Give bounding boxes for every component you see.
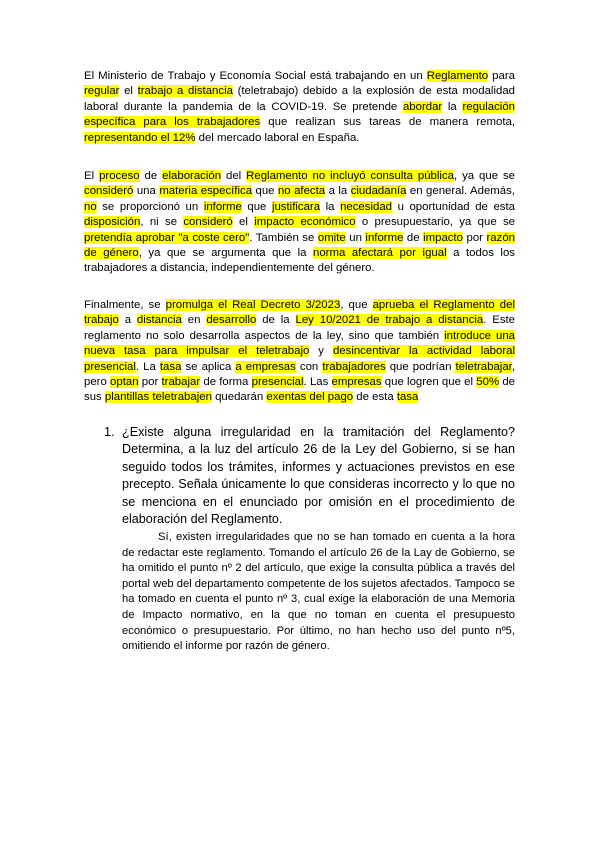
- highlighted-text: a empresas: [235, 360, 296, 373]
- text-segment: que logren que el: [381, 376, 477, 389]
- highlighted-text: no: [84, 200, 97, 213]
- text-segment: Finalmente, se: [84, 299, 166, 311]
- highlighted-text: impacto económico: [254, 216, 356, 229]
- highlighted-text: promulga el Real Decreto 3/2023: [165, 299, 341, 311]
- highlighted-text: omite: [317, 231, 346, 244]
- highlighted-text: empresas: [331, 376, 382, 389]
- highlighted-text: ciudadanía: [350, 185, 407, 198]
- text-segment: por: [463, 231, 487, 244]
- highlighted-text: regulación específica para los trabajadores: [84, 100, 515, 129]
- text-segment: de esta: [353, 391, 397, 404]
- highlighted-text: Reglamento: [426, 70, 489, 82]
- text-segment: El: [84, 170, 100, 182]
- text-segment: y: [309, 345, 333, 358]
- text-segment: u oportunidad de esta: [392, 200, 515, 213]
- text-segment: del mercado laboral en España.: [195, 131, 360, 144]
- text-segment: en: [181, 314, 207, 327]
- highlighted-text: desincentivar la actividad laboral presencial: [84, 345, 515, 373]
- text-segment: a todos los trabajadores a distancia, independientemente del género.: [84, 247, 515, 275]
- text-segment: la: [320, 200, 341, 213]
- highlighted-text: trabajar: [161, 376, 201, 389]
- paragraph-decree: [84, 298, 515, 406]
- highlighted-text: tasa: [159, 360, 182, 373]
- highlighted-text: plantillas teletrabajen: [104, 391, 212, 404]
- text-segment: se aplica: [181, 360, 236, 373]
- text-segment: , que: [340, 299, 373, 311]
- highlighted-text: consideró: [84, 185, 134, 198]
- paragraph-process: [84, 169, 515, 277]
- text-segment: (teletrabajo) debido a la explosión de esta modalidad laboral durante la pandemia de la COVID-19. Se pretende: [84, 85, 515, 113]
- highlighted-text: disposición: [84, 216, 141, 229]
- highlighted-text: regular: [84, 85, 120, 98]
- text-segment: . La: [135, 360, 160, 373]
- highlighted-text: consideró: [183, 216, 233, 229]
- text-segment: en general. Además,: [406, 185, 515, 198]
- question-number: 1.: [104, 425, 115, 439]
- question-text: ¿Existe alguna irregularidad en la tramitación del Reglamento? Determina, a la luz del artículo 26 de la Ley del Gobierno, si se han seguido todos los trámites, informes y actuaciones previstos en ese precepto. Señala únicamente lo que consideras incorrecto y lo que no se menciona en el enunciado por omisión en el procedimiento de elaboración del Reglamento.: [122, 425, 515, 527]
- text-segment: El Ministerio de Trabajo y Economía Social está trabajando en un: [84, 70, 427, 82]
- highlighted-text: informe: [365, 231, 404, 244]
- highlighted-text: trabajo a distancia: [137, 85, 233, 98]
- highlighted-text: representando el 12%: [84, 131, 196, 144]
- text-segment: de forma: [200, 376, 252, 389]
- text-segment: . Este reglamento no solo desarrolla aspectos de la ley, sino que también: [84, 314, 516, 342]
- highlighted-text: tasa: [396, 391, 419, 404]
- highlighted-text: necesidad: [340, 200, 392, 213]
- highlighted-text: razón de género: [84, 231, 515, 260]
- highlighted-text: informe: [203, 200, 242, 213]
- text-segment: , ya que se: [453, 170, 516, 182]
- text-segment: con: [295, 360, 323, 373]
- highlighted-text: exentas del pago: [266, 391, 354, 404]
- text-segment: del: [221, 170, 247, 182]
- text-segment: . También se: [249, 231, 318, 244]
- highlighted-text: proceso: [99, 170, 140, 182]
- text-segment: , ni se: [140, 216, 184, 229]
- text-segment: una: [133, 185, 160, 198]
- highlighted-text: 50%: [476, 376, 500, 389]
- highlighted-text: distancia: [136, 314, 182, 327]
- paragraph-intro: [84, 69, 515, 146]
- highlighted-text: introduce una nueva tasa para impulsar el teletrabajo: [84, 329, 515, 358]
- highlighted-text: optan: [110, 376, 139, 389]
- highlighted-text: justificara: [271, 200, 321, 213]
- text-segment: de la: [256, 314, 296, 327]
- highlighted-text: materia específica: [159, 185, 253, 198]
- text-segment: un: [345, 231, 366, 244]
- text-segment: que realizan sus tareas de manera remota,: [260, 116, 515, 129]
- text-segment: por: [138, 376, 162, 389]
- highlighted-text: desarrollo: [206, 314, 257, 327]
- text-segment: se proporcionó un: [96, 200, 204, 213]
- highlighted-text: aprueba el Reglamento del trabajo: [84, 299, 516, 327]
- highlighted-text: impacto: [423, 231, 463, 244]
- highlighted-text: Reglamento no incluyó consulta pública: [246, 170, 454, 182]
- text-segment: la: [442, 100, 463, 113]
- text-segment: el: [119, 85, 138, 98]
- text-segment: de sus: [84, 376, 515, 404]
- text-segment: quedarán: [211, 391, 267, 404]
- highlighted-text: elaboración: [162, 170, 222, 182]
- text-segment: . Las: [303, 376, 332, 389]
- highlighted-text: presencial: [251, 376, 304, 389]
- text-segment: a la: [325, 185, 351, 198]
- text-segment: que podrían: [385, 360, 456, 373]
- text-segment: de: [403, 231, 424, 244]
- text-segment: que: [252, 185, 278, 198]
- highlighted-text: trabajadores: [322, 360, 386, 373]
- highlighted-text: no afecta: [277, 185, 326, 198]
- highlighted-text: abordar: [402, 100, 443, 113]
- text-segment: que: [241, 200, 272, 213]
- highlighted-text: pretendía aprobar "a coste cero": [84, 231, 250, 244]
- text-segment: para: [488, 70, 515, 82]
- text-segment: , pero: [84, 360, 516, 389]
- highlighted-text: Ley 10/2021 de trabajo a distancia: [295, 314, 484, 327]
- text-segment: o presupuestario, ya que se: [355, 216, 515, 229]
- question-item: [104, 424, 515, 528]
- text-segment: de: [139, 170, 163, 182]
- answer-text: Sí, existen irregularidades que no se han tomado en cuenta a la hora de redactar este reglamento. Tomando el artículo 26 de la Lay de Gobierno, se ha omitido el punto nº 2 del artículo, que exige la consulta pública a través del portal web del departamento competente de los sujetos afectados. Tampoco se ha tomado en cuenta el punto nº 3, cual exige la elaboración de una Memoria de Impacto normativo, en la que no toman en cuenta el presupuesto económico o presupuestario. Por último, no han hecho uso del punto nº5, omitiendo el informe por razón de género.: [122, 531, 515, 653]
- highlighted-text: norma afectará por igual: [313, 247, 447, 260]
- text-segment: , ya que se argumenta que la: [138, 247, 314, 260]
- text-segment: a: [118, 314, 137, 327]
- highlighted-text: teletrabajar: [455, 360, 512, 373]
- text-segment: el: [232, 216, 255, 229]
